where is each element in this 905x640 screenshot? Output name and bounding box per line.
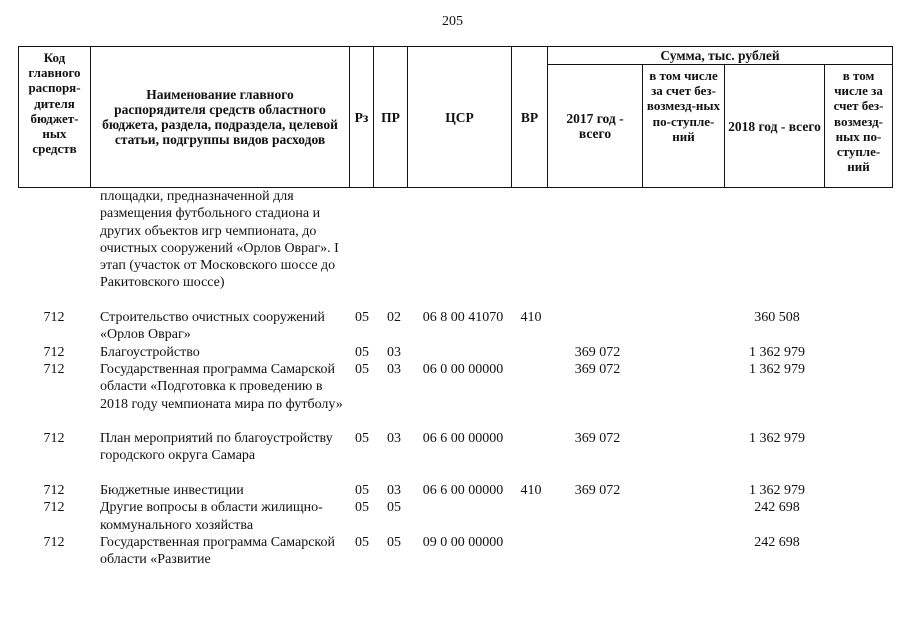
row-pr: 03	[387, 431, 401, 447]
row-code: 712	[43, 310, 65, 326]
row-sum-2017: 369 072	[574, 483, 621, 499]
table-row	[18, 344, 892, 361]
header-csr: ЦСР	[408, 47, 512, 188]
row-sum-2018: 360 508	[754, 310, 800, 326]
row-sum-2018: 1 362 979	[749, 344, 805, 360]
header-2018-grants: в том числе за счет без-возмезд-ных по-ступле-ний	[825, 65, 893, 188]
row-vr: 410	[520, 483, 542, 499]
row-sum-2017: 369 072	[574, 344, 621, 360]
page-number: 205	[442, 14, 463, 29]
header-vr: ВР	[512, 47, 548, 188]
header-code: Код главного распоря-дителя бюджет-ных средств	[19, 47, 91, 188]
header-2017-total: 2017 год - всего	[548, 65, 643, 188]
row-csr: 06 6 00 00000	[422, 483, 504, 499]
row-sum-2018: 1 362 979	[749, 361, 805, 377]
row-code: 712	[43, 483, 65, 499]
row-name: Бюджетные инвестиции	[100, 483, 244, 499]
row-rz: 05	[355, 361, 369, 377]
row-code: 712	[43, 431, 65, 447]
header-pr: ПР	[374, 47, 408, 188]
table-body	[18, 188, 892, 569]
row-csr: 06 6 00 00000	[422, 431, 504, 447]
row-sum-2018: 242 698	[754, 534, 800, 550]
table-row	[18, 482, 892, 499]
row-name: Государственная программа Самарской области «Подготовка к проведению в 2018 году чемпионата мира по футболу»	[100, 361, 343, 412]
row-pr: 05	[387, 500, 401, 516]
row-vr: 410	[520, 310, 542, 326]
header-sum: Сумма, тыс. рублей	[548, 47, 893, 65]
row-code: 712	[43, 500, 65, 516]
header-2018-total: 2018 год - всего	[725, 65, 825, 188]
table-header	[18, 46, 892, 188]
table-row	[18, 361, 892, 430]
row-csr: 06 0 00 00000	[422, 361, 504, 377]
row-csr: 09 0 00 00000	[422, 534, 504, 550]
row-code: 712	[43, 534, 65, 550]
row-pr: 03	[387, 361, 401, 377]
row-sum-2017: 369 072	[574, 361, 621, 377]
row-rz: 05	[355, 534, 369, 550]
row-csr: 06 8 00 41070	[422, 310, 504, 326]
row-pr: 03	[387, 344, 401, 360]
row-pr: 03	[387, 483, 401, 499]
row-name: площадки, предназначенной для размещения футбольного стадиона и других объектов игр чемпионата, до очистных сооружений «Орлов Овраг». I этап (участок от Московского шоссе до Ракитовского шоссе)	[100, 189, 339, 291]
row-name: Другие вопросы в области жилищно-коммунального хозяйства	[100, 500, 323, 533]
row-name: Государственная программа Самарской области «Развитие	[100, 534, 336, 568]
row-rz: 05	[355, 344, 369, 360]
row-name: Благоустройство	[100, 344, 200, 360]
row-rz: 05	[355, 483, 369, 499]
row-sum-2018: 1 362 979	[749, 431, 805, 447]
header-name: Наименование главного распорядителя средств областного бюджета, раздела, подраздела, целевой статьи, подгруппы видов расходов	[91, 47, 350, 188]
row-sum-2017: 369 072	[574, 431, 621, 447]
row-sum-2018: 1 362 979	[749, 483, 805, 499]
table-row	[18, 499, 892, 534]
table-row	[18, 534, 892, 569]
row-pr: 05	[387, 534, 401, 550]
header-rz: Рз	[350, 47, 374, 188]
row-rz: 05	[355, 431, 369, 447]
table-row	[18, 430, 892, 482]
table-row	[18, 309, 892, 344]
row-rz: 05	[355, 500, 369, 516]
table-row	[18, 188, 892, 309]
row-code: 712	[43, 361, 65, 377]
row-name: Строительство очистных сооружений «Орлов Овраг»	[100, 310, 325, 343]
header-2017-grants: в том числе за счет без-возмезд-ных по-ступле-ний	[643, 65, 725, 188]
row-pr: 02	[387, 310, 401, 326]
row-code: 712	[43, 344, 65, 360]
row-sum-2018: 242 698	[754, 500, 800, 516]
row-rz: 05	[355, 310, 369, 326]
row-name: План мероприятий по благоустройству городского округа Самара	[100, 431, 333, 464]
